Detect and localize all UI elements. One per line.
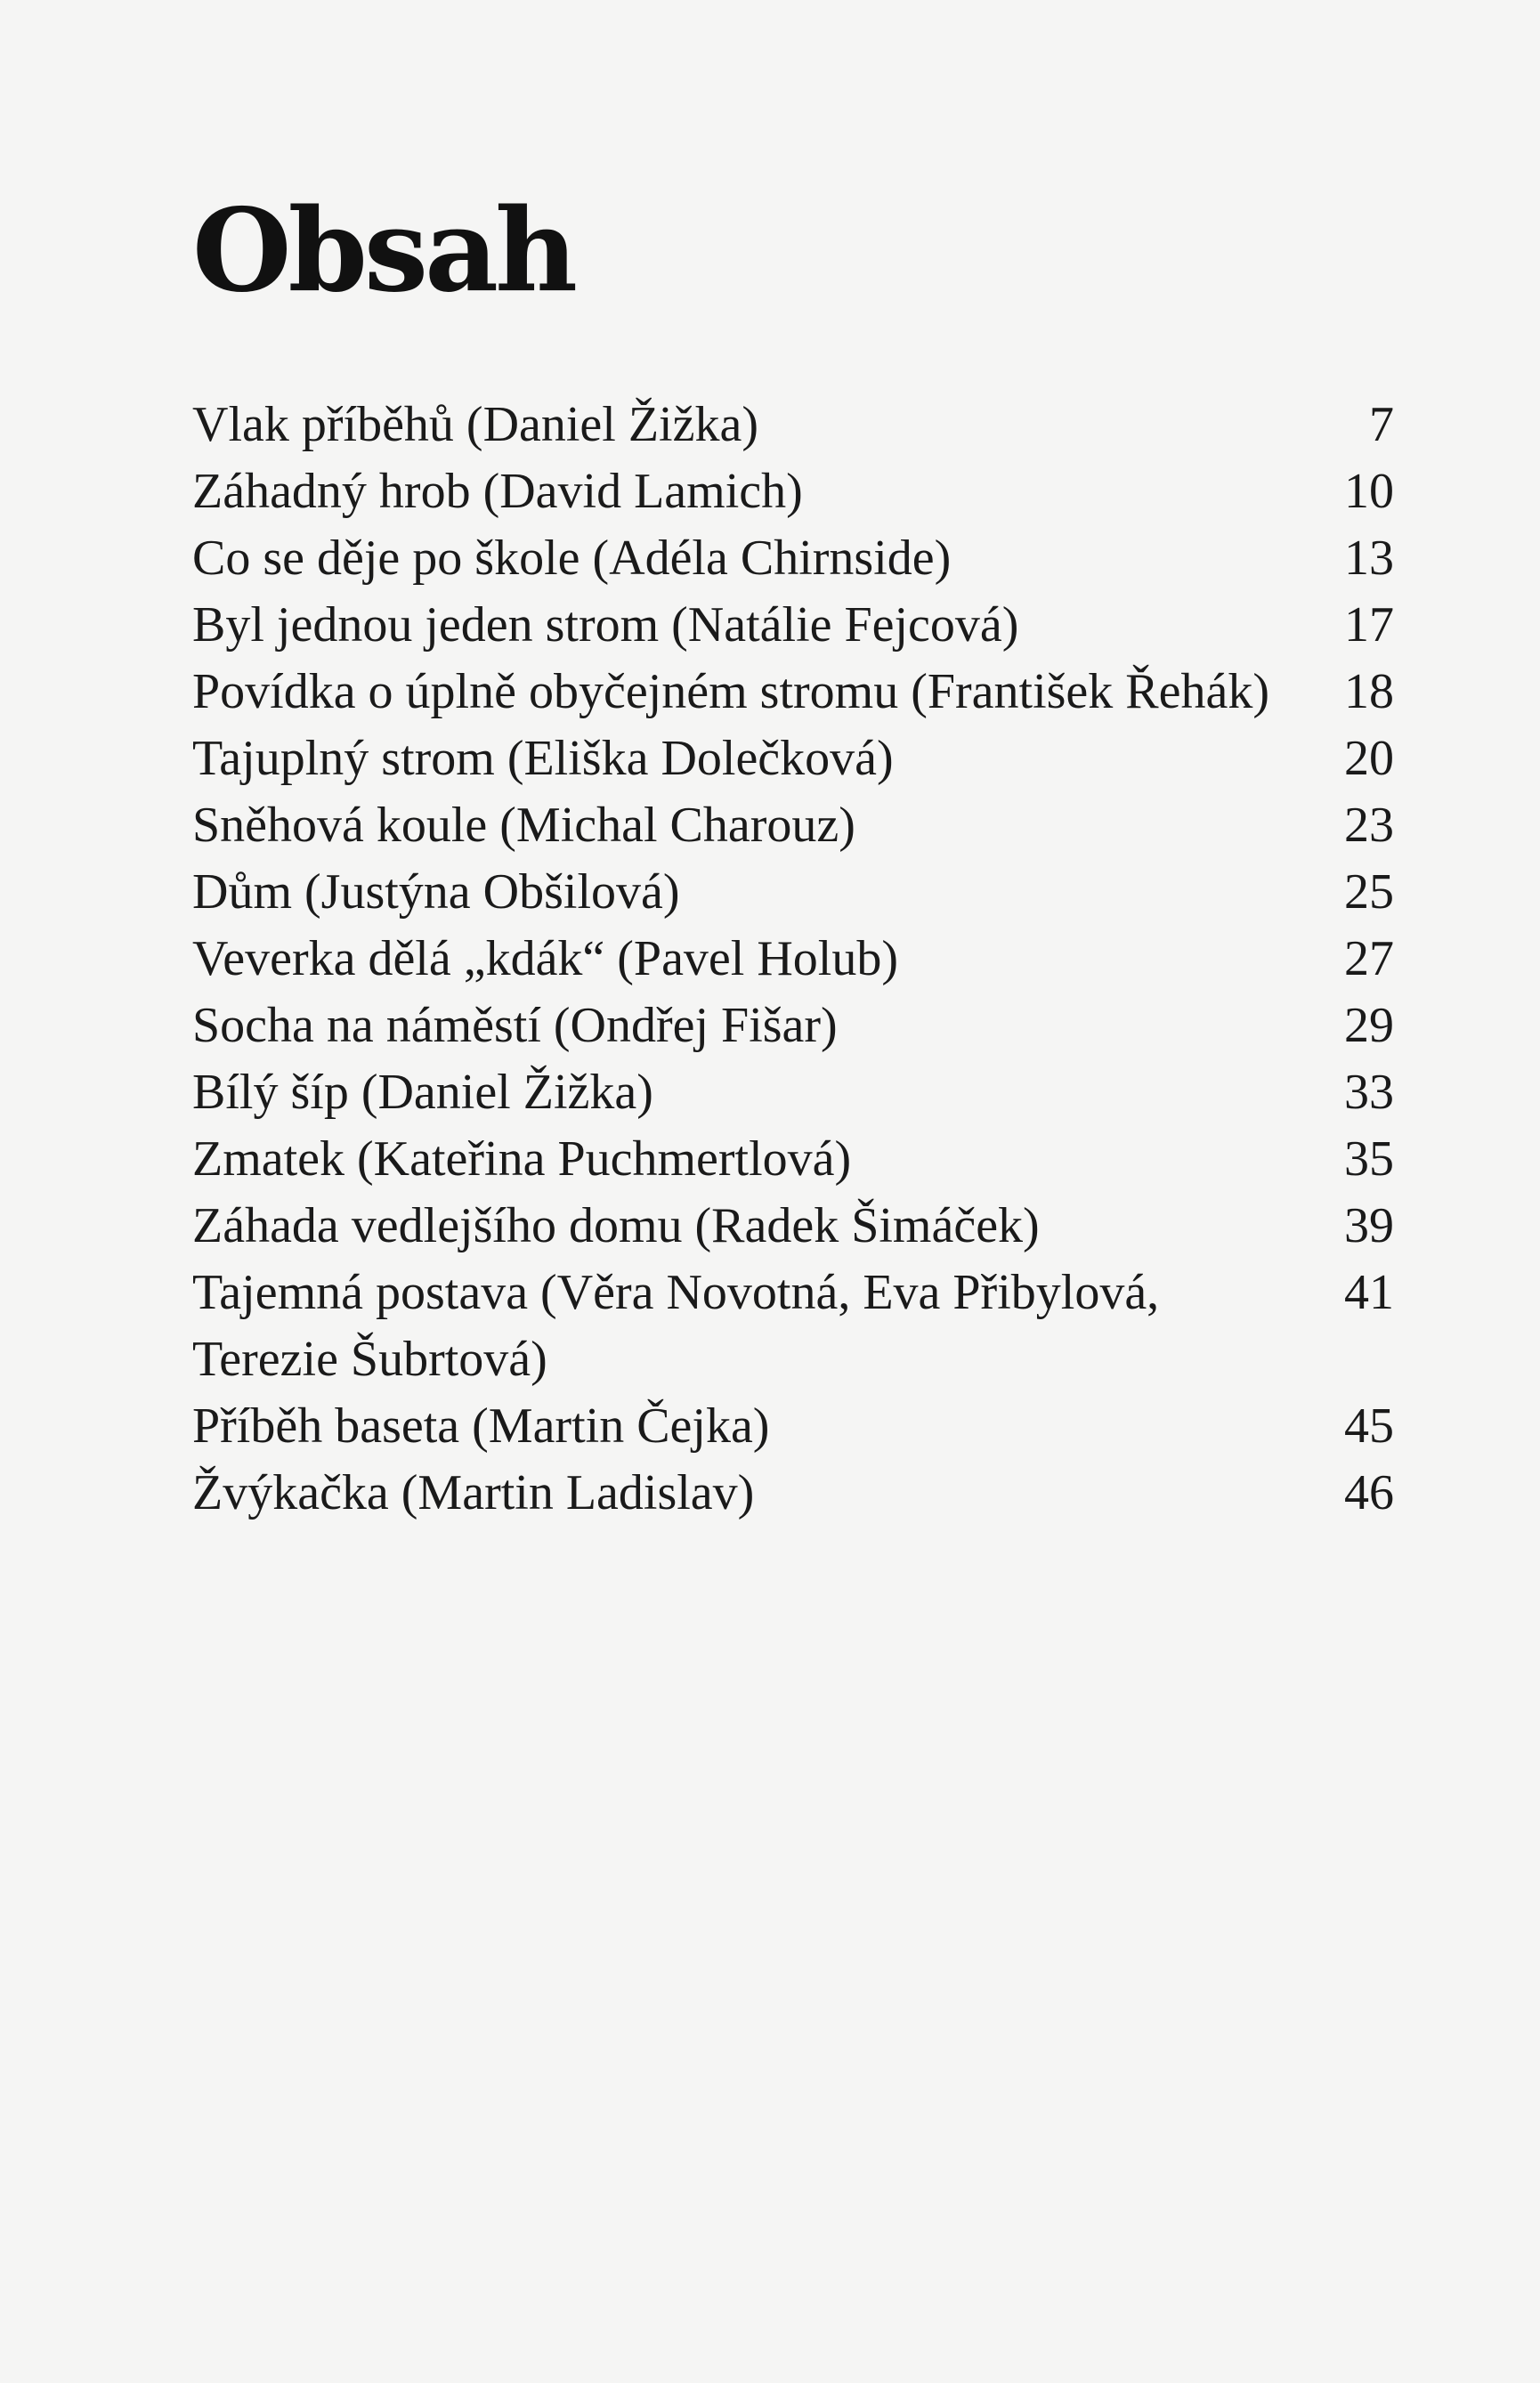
page-title: Obsah [192,184,575,318]
toc-entry [192,1260,1394,1393]
toc-entry-title: Zmatek (Kateřina Puchmertlová) [192,1131,852,1187]
toc-entry-page: 17 [1344,597,1394,652]
toc-entry-title: Záhada vedlejšího domu (Radek Šimáček) [192,1198,1040,1253]
toc-entry [192,592,1394,659]
toc-entry-title: Žvýkačka (Martin Ladislav) [192,1465,755,1520]
toc-entry-title: Co se děje po škole (Adéla Chirnside) [192,531,952,586]
toc-entry-title: Bílý šíp (Daniel Žižka) [192,1065,653,1120]
toc-entry-page: 33 [1344,1065,1394,1120]
toc-entry-page: 46 [1344,1465,1394,1520]
toc-entry-title: Tajemná postava (Věra Novotná, Eva Přibylová, Terezie Šubrtová) [192,1265,1160,1387]
toc-entry-title: Sněhová koule (Michal Charouz) [192,798,855,853]
toc-entry [192,993,1394,1059]
toc-entry [192,859,1394,926]
toc-entry-page: 10 [1344,464,1394,519]
toc-entry [192,1126,1394,1193]
toc-entry-page: 45 [1344,1398,1394,1454]
toc-entry [192,1059,1394,1126]
toc-entry-title: Povídka o úplně obyčejném stromu (František Řehák) [192,664,1269,719]
toc-entry-title: Veverka dělá „kdák“ (Pavel Holub) [192,931,898,986]
toc-entry-title: Vlak příběhů (Daniel Žižka) [192,397,758,452]
table-of-contents [192,392,1394,1527]
toc-entry-title: Socha na náměstí (Ondřej Fišar) [192,998,838,1053]
toc-entry [192,725,1394,792]
toc-entry-page: 20 [1344,731,1394,786]
toc-entry [192,1393,1394,1460]
toc-entry [192,392,1394,458]
toc-entry-page: 18 [1344,664,1394,719]
toc-entry-title: Byl jednou jeden strom (Natálie Fejcová) [192,597,1019,652]
toc-entry-page: 7 [1369,397,1394,452]
toc-entry-page: 35 [1344,1131,1394,1187]
toc-entry-page: 27 [1344,931,1394,986]
toc-entry-title: Dům (Justýna Obšilová) [192,864,680,920]
toc-entry-page: 13 [1344,531,1394,586]
toc-entry-page: 29 [1344,998,1394,1053]
toc-entry-page: 39 [1344,1198,1394,1253]
toc-entry [192,926,1394,993]
toc-entry-title: Tajuplný strom (Eliška Dolečková) [192,731,894,786]
toc-entry-page: 41 [1344,1265,1394,1320]
toc-entry [192,792,1394,859]
toc-entry-title: Záhadný hrob (David Lamich) [192,464,803,519]
toc-entry-title: Příběh baseta (Martin Čejka) [192,1398,770,1454]
toc-entry [192,659,1394,725]
toc-entry [192,1193,1394,1260]
toc-entry-page: 25 [1344,864,1394,920]
toc-entry [192,525,1394,592]
toc-entry-page: 23 [1344,798,1394,853]
toc-entry [192,1460,1394,1527]
toc-entry [192,458,1394,525]
